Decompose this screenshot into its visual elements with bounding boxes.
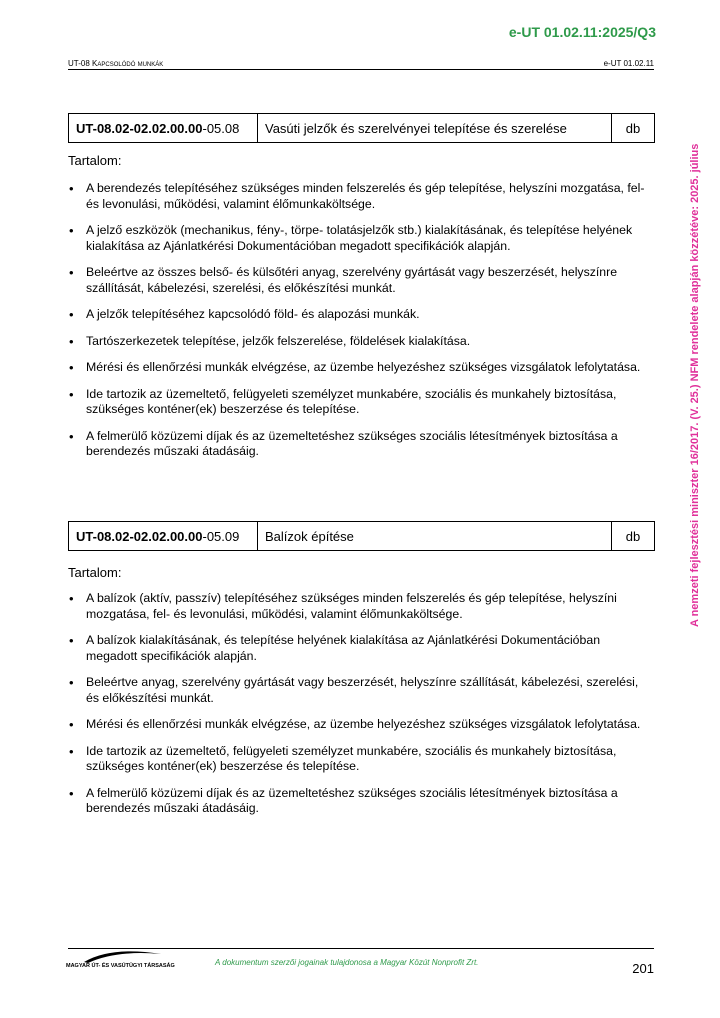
list-item: • A jelzők telepítéséhez kapcsolódó föld- és alapozási munkák. — [68, 307, 648, 323]
logo-swoosh-icon — [66, 948, 166, 964]
item-code: UT-08.02-02.02.00.00-05.08 — [69, 114, 258, 142]
publication-note: A nemzeti fejlesztési miniszter 16/2017. (V. 25.) NFM rendelete alapján közzétéve: 2025. július — [689, 143, 701, 627]
list-item: • Mérési és ellenőrzési munkák elvégzése, az üzembe helyezéshez szükséges vizsgálatok lefolytatása. — [68, 360, 648, 376]
list-item: • Beleértve az összes belső- és külsőtéri anyag, szerelvény gyártását vagy beszerzését, helyszínre szállítását, kábelezési, szerelési, és előkészítési munkát. — [68, 265, 648, 296]
logo-text: MAGYAR ÚT- ÉS VASÚTÜGYI TÁRSASÁG — [66, 963, 175, 969]
content-list-1 — [68, 181, 648, 471]
document-id: e-UT 01.02.11:2025/Q3 — [508, 24, 656, 40]
page-header — [68, 59, 654, 70]
page-number: 201 — [632, 961, 654, 976]
list-item: • A berendezés telepítéséhez szükséges minden felszerelés és gép telepítése, helyszíni mozgatása, fel- és levonulási, működési, valamint élőmunkaköltsége. — [68, 181, 648, 212]
header-section-title: Kapcsolódó munkák — [92, 59, 164, 68]
list-item: • A felmerülő közüzemi díjak és az üzemeltetéshez szükséges szociális létesítmények biztosítása a berendezés műszaki átadásáig. — [68, 786, 648, 817]
list-item: • A balízok kialakításának, és telepítése helyének kialakítása az Ajánlatkérési Dokumentációban megadott specifikációk alapján. — [68, 633, 648, 664]
header-left — [68, 59, 163, 68]
list-item: • Ide tartozik az üzemeltető, felügyeleti személyzet munkabére, szociális és munkahely biztosítása, szükséges konténer(ek) beszerzése és telepítése. — [68, 744, 648, 775]
list-item: • A balízok (aktív, passzív) telepítéséhez szükséges minden felszerelés és gép telepítése, helyszíni mozgatása, fel- és levonulási, működési, valamint élőmunkaköltsége. — [68, 591, 648, 622]
header-right: e-UT 01.02.11 — [603, 59, 654, 68]
item-unit: db — [625, 121, 641, 136]
item-table-2 — [68, 521, 655, 551]
item-title: Balízok építése — [258, 522, 612, 550]
list-item: • Mérési és ellenőrzési munkák elvégzése, az üzembe helyezéshez szükséges vizsgálatok lefolytatása. — [68, 717, 648, 733]
list-item: • A felmerülő közüzemi díjak és az üzemeltetéshez szükséges szociális létesítmények biztosítása a berendezés műszaki átadásáig. — [68, 429, 648, 460]
item-code: UT-08.02-02.02.00.00-05.09 — [69, 522, 258, 550]
list-item: • Beleértve anyag, szerelvény gyártását vagy beszerzését, helyszínre szállítását, kábelezési, szerelési, és előkészítési munkát. — [68, 675, 648, 706]
list-item: • Tartószerkezetek telepítése, jelzők felszerelése, földelések kialakítása. — [68, 334, 648, 350]
item-title: Vasúti jelzők és szerelvényei telepítése és szerelése — [258, 114, 612, 142]
content-list-2 — [68, 591, 648, 828]
copyright-notice: A dokumentum szerzői jogainak tulajdonosa a Magyar Közút Nonprofit Zrt. — [215, 958, 479, 967]
list-item: • A jelző eszközök (mechanikus, fény-, törpe- tolatásjelzők stb.) kialakításának, és telepítése helyének kialakítása az Ajánlatkérési Dokumentációban megadott specifikációk alapján. — [68, 223, 648, 254]
item-table-1 — [68, 113, 655, 143]
item-unit: db — [625, 529, 641, 544]
header-prefix: UT-08 — [68, 59, 93, 68]
list-item: • Ide tartozik az üzemeltető, felügyeleti személyzet munkabére, szociális és munkahely biztosítása, szükséges konténer(ek) beszerzése és telepítése. — [68, 387, 648, 418]
content-label: Tartalom: — [68, 565, 122, 580]
content-label: Tartalom: — [68, 153, 122, 168]
company-logo — [66, 948, 175, 974]
